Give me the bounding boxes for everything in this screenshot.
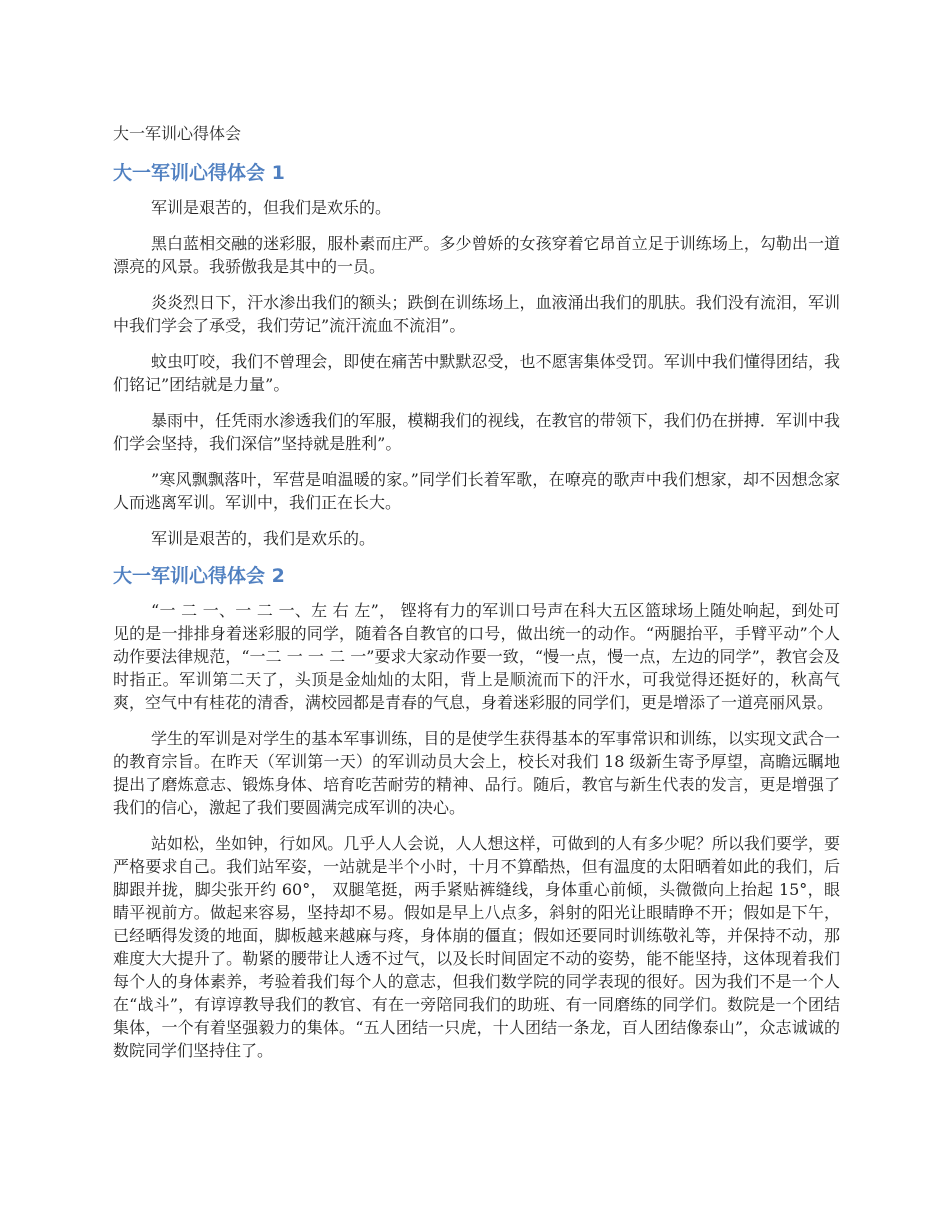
paragraph: 炎炎烈日下，汗水渗出我们的额头；跌倒在训练场上，血液涌出我们的肌肤。我们没有流泪，军训中我们学会了承受，我们劳记”流汗流血不流泪”。 <box>113 293 840 335</box>
paragraph: 军训是艰苦的，我们是欢乐的。 <box>151 529 376 548</box>
paragraph: 军训是艰苦的，但我们是欢乐的。 <box>151 198 392 217</box>
paragraph: 黑白蓝相交融的迷彩服，服朴素而庄严。多少曾娇的女孩穿着它昂首立足于训练场上，勾勒出一道漂亮的风景。我骄傲我是其中的一员。 <box>113 234 840 276</box>
paragraph: 暴雨中，任凭雨水渗透我们的军服，模糊我们的视线，在教官的带领下，我们仍在拼搏．军训中我们学会坚持，我们深信”坚持就是胜利”。 <box>113 411 840 453</box>
document-page <box>113 122 840 1075</box>
document-title: 大一军训心得体会 <box>113 124 242 143</box>
paragraph: 站如松，坐如钟，行如风。几乎人人会说，人人想这样，可做到的人有多少呢？所以我们要学，要严格要求自己。我们站军姿，一站就是半个小时，十月不算酷热，但有温度的太阳晒着如此的我们，后脚跟并拢，脚尖张开约 60°， 双腿笔挺，两手紧贴裤缝线，身体重心前倾，头微微向上抬起 15°，眼睛平视前方。做起来容易，坚持却不易。假如是早上八点多，斜射的阳光让眼睛睁不开；假如是下午，已经晒得发烫的地面，脚板越来越麻与疼，身体崩的僵直；假如还要同时训练敬礼等，并保持不动，那难度大大提升了。勒紧的腰带让人透不过气，以及长时间固定不动的姿势，能不能坚持，这体现着我们每个人的身体素养，考验着我们每个人的意志，但我们数学院的同学表现的很好。因为我们不是一个人在“战斗”，有谆谆教导我们的教官、有在一旁陪同我们的助班、有一同磨练的同学们。数院是一个团结集体，一个有着坚强毅力的集体。“五人团结一只虎，十人团结一条龙，百人团结像泰山”，众志诚诚的数院同学们坚持住了。 <box>113 834 840 1060</box>
paragraph: “一 二 一、一 二 一、左 右 左”， 铿将有力的军训口号声在科大五区篮球场上随处响起，到处可见的是一排排身着迷彩服的同学，随着各自教官的口号，做出统一的动作。“两腿抬平，手臂平动”个人动作要法律规范，“一二 一 一 二 一”要求大家动作要一致，“慢一点，慢一点，左边的同学”，教官会及时指正。军训第二天了，头顶是金灿灿的太阳，背上是顺流而下的汗水，可我觉得还挺好的，秋高气爽，空气中有桂花的清香，满校园都是青春的气息，身着迷彩服的同学们，更是增添了一道亮丽风景。 <box>113 601 840 712</box>
section-heading: 大一军训心得体会 2 <box>113 565 285 587</box>
paragraph: ”寒风飘飘落叶，军营是咱温暖的家。”同学们长着军歌，在嘹亮的歌声中我们想家，却不因想念家人而逃离军训。军训中，我们正在长大。 <box>113 470 840 512</box>
section-heading: 大一军训心得体会 1 <box>113 162 285 184</box>
section-2 <box>113 563 840 1062</box>
paragraph: 学生的军训是对学生的基本军事训练，目的是使学生获得基本的军事常识和训练，以实现文武合一的教育宗旨。在昨天（军训第一天）的军训动员大会上，校长对我们 18 级新生寄予厚望，高瞻远瞩地提出了磨炼意志、锻炼身体、培育吃苦耐劳的精神、品行。随后，教官与新生代表的发言，更是增强了我们的信心，激起了我们要圆满完成军训的决心。 <box>113 729 840 817</box>
section-1 <box>113 160 840 550</box>
paragraph: 蚊虫叮咬，我们不曾理会，即使在痛苦中默默忍受，也不愿害集体受罚。军训中我们懂得团结，我们铭记”团结就是力量”。 <box>113 352 840 394</box>
